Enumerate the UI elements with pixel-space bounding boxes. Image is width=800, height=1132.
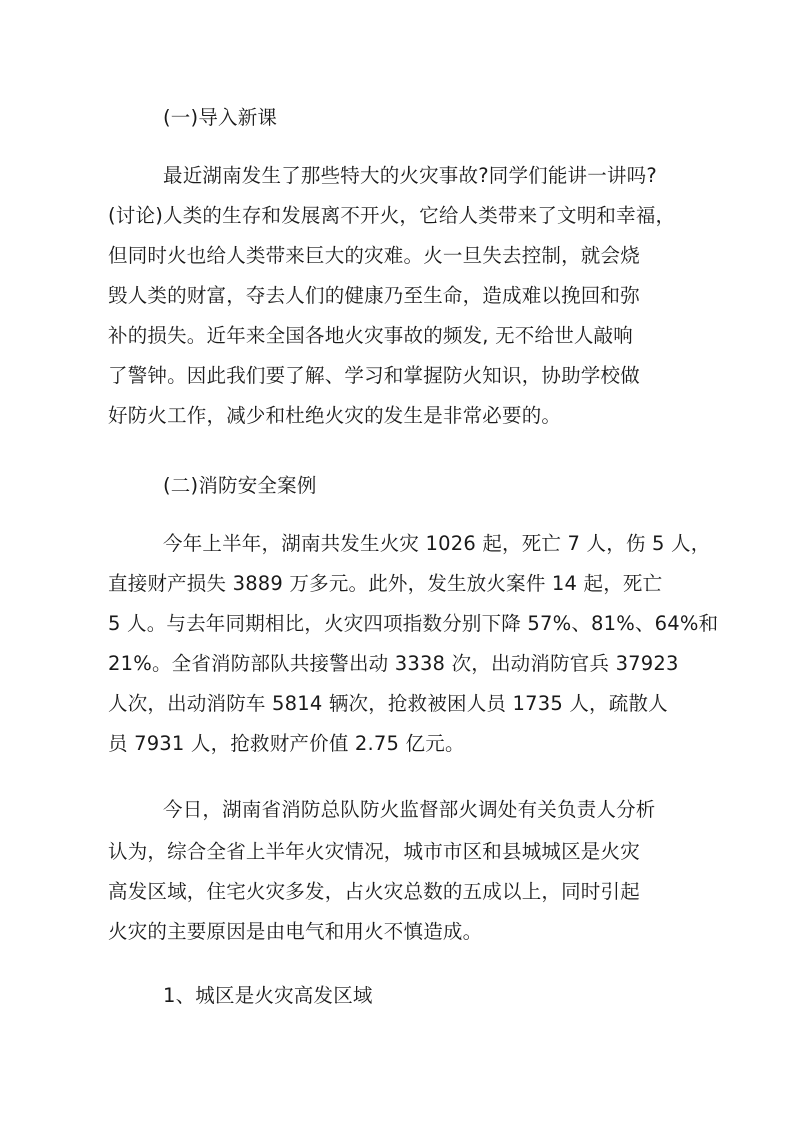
- text-line: 高发区域，住宅火灾多发，占火灾总数的五成以上，同时引起: [108, 880, 640, 903]
- text-line: 认为，综合全省上半年火灾情况，城市市区和县城城区是火灾: [108, 840, 640, 863]
- text-line: 5 人。与去年同期相比，火灾四项指数分别下降 57%、81%、64%和: [108, 612, 719, 635]
- text-line: 了警钟。因此我们要了解、学习和掌握防火知识，协助学校做: [108, 364, 640, 387]
- text-line: (二)消防安全案例: [163, 474, 317, 497]
- text-line: 今年上半年，湖南共发生火灾 1026 起，死亡 7 人，伤 5 人，: [163, 532, 711, 555]
- text-line: 补的损失。近年来全国各地火灾事故的频发, 无不给世人敲响: [108, 324, 633, 347]
- text-line: 21%。全省消防部队共接警出动 3338 次，出动消防官兵 37923: [108, 652, 679, 675]
- text-line: 最近湖南发生了那些特大的火灾事故?同学们能讲一讲吗?: [163, 164, 657, 187]
- text-line: 但同时火也给人类带来巨大的灾难。火一旦失去控制，就会烧: [108, 244, 640, 267]
- text-line: 好防火工作，减少和杜绝火灾的发生是非常必要的。: [108, 404, 562, 427]
- text-line: 火灾的主要原因是由电气和用火不慎造成。: [108, 920, 483, 943]
- text-line: 毁人类的财富，夺去人们的健康乃至生命，造成难以挽回和弥: [108, 284, 640, 307]
- text-line: (一)导入新课: [163, 106, 278, 129]
- text-line: (讨论)人类的生存和发展离不开火，它给人类带来了文明和幸福，: [108, 204, 676, 227]
- text-line: 今日，湖南省消防总队防火监督部火调处有关负责人分析: [163, 798, 656, 821]
- text-line: 直接财产损失 3889 万多元。此外，发生放火案件 14 起，死亡: [108, 572, 663, 595]
- text-line: 1、城区是火灾高发区域: [163, 984, 373, 1007]
- text-line: 人次，出动消防车 5814 辆次，抢救被困人员 1735 人，疏散人: [108, 692, 668, 715]
- text-line: 员 7931 人，抢救财产价值 2.75 亿元。: [108, 732, 465, 755]
